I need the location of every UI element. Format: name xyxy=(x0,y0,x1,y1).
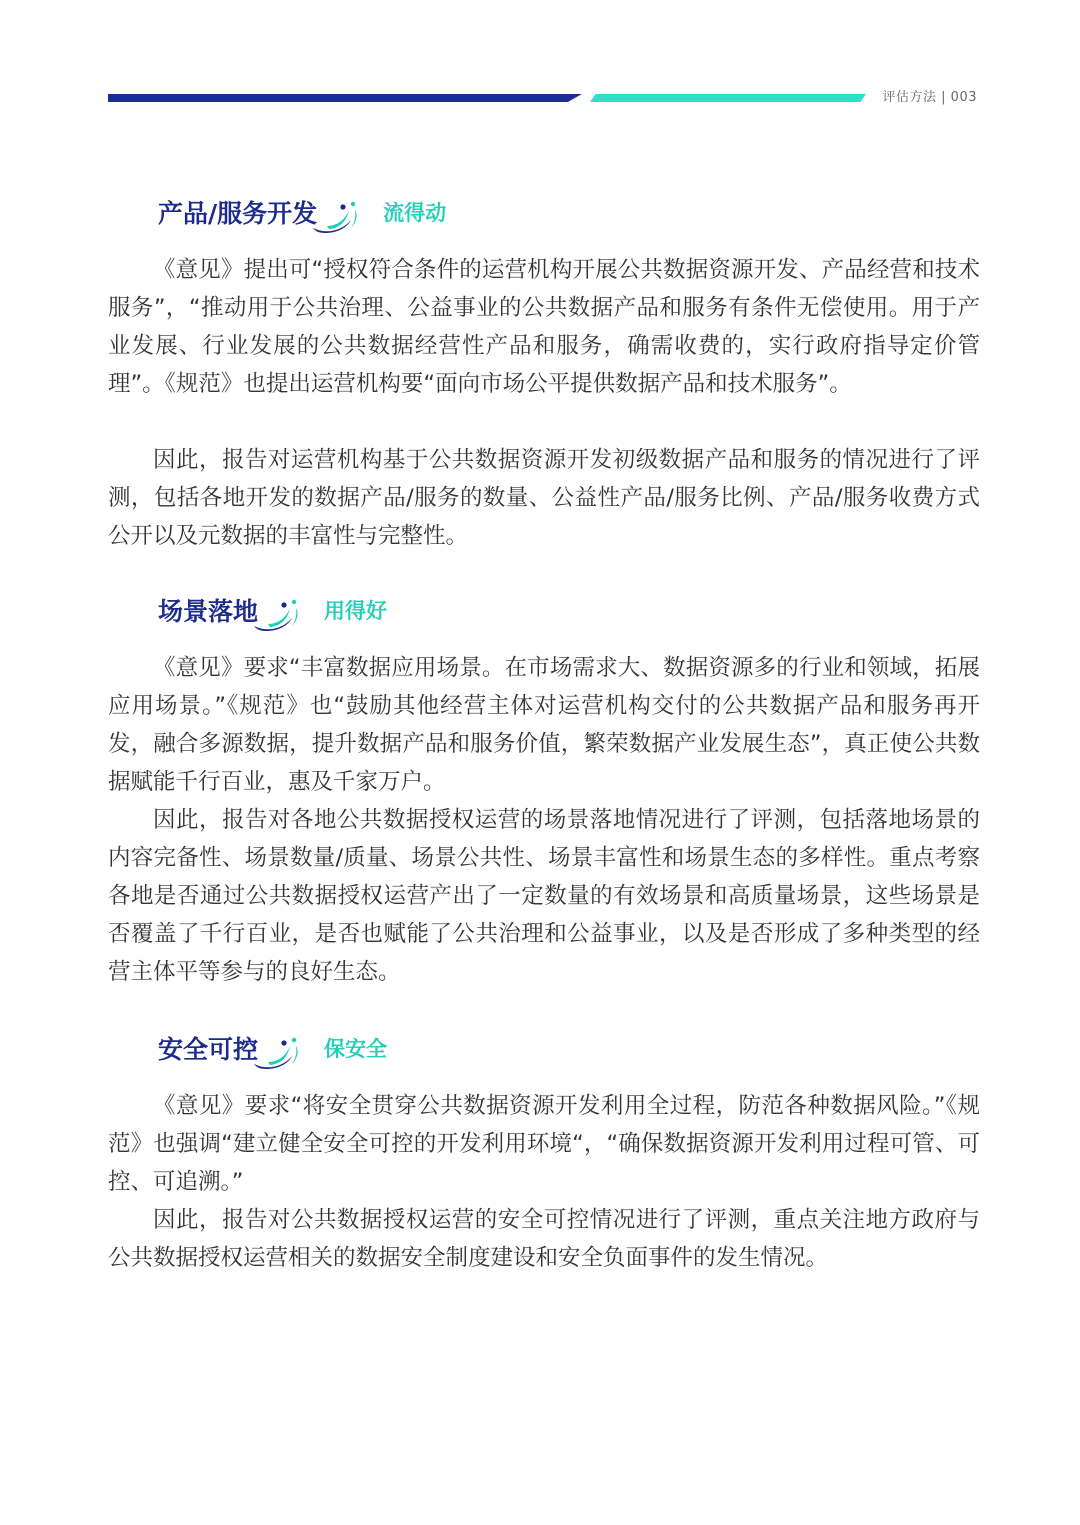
section-title: 场景落地 xyxy=(158,597,259,626)
section-heading-security xyxy=(158,1028,387,1068)
wave-splash-icon xyxy=(311,198,363,236)
section-title: 安全可控 xyxy=(158,1035,259,1064)
paragraph: 《意见》提出可“授权符合条件的运营机构开展公共数据资源开发、产品经营和技术服务”，“推动用于公共治理、公益事业的公共数据产品和服务有条件无偿使用。用于产业发展、行业发展的公共数据经营性产品和服务，确需收费的，实行政府指导定价管理”。《规范》也提出运营机构要“面向市场公平提供数据产品和技术服务”。 xyxy=(108,257,980,397)
section-subtitle: 流得动 xyxy=(383,201,447,225)
paragraph: 《意见》要求“将安全贯穿公共数据资源开发利用全过程，防范各种数据风险。”《规范》也强调“建立健全安全可控的开发利用环境“，“确保数据资源开发利用过程可管、可控、可追溯。” xyxy=(108,1093,980,1195)
wave-splash-icon xyxy=(252,1034,304,1072)
header-bar-blue xyxy=(108,94,582,102)
paragraph: 因此，报告对公共数据授权运营的安全可控情况进行了评测，重点关注地方政府与公共数据授权运营相关的数据安全制度建设和安全负面事件的发生情况。 xyxy=(108,1207,980,1271)
section-title: 产品/服务开发 xyxy=(158,199,318,228)
section-heading-product-service xyxy=(158,192,446,232)
paragraph: 《意见》要求“丰富数据应用场景。在市场需求大、数据资源多的行业和领域，拓展应用场景。”《规范》也“鼓励其他经营主体对运营机构交付的公共数据产品和服务再开发，融合多源数据，提升数据产品和服务价值，繁荣数据产业发展生态”，真正使公共数据赋能千行百业，惠及千家万户。 xyxy=(108,655,980,795)
section-subtitle: 用得好 xyxy=(324,599,388,623)
page-label: 评估方法 | 003 xyxy=(882,90,977,105)
section-subtitle: 保安全 xyxy=(324,1037,388,1061)
wave-splash-icon xyxy=(252,596,304,634)
paragraph: 因此，报告对运营机构基于公共数据资源开发初级数据产品和服务的情况进行了评测，包括各地开发的数据产品/服务的数量、公益性产品/服务比例、产品/服务收费方式公开以及元数据的丰富性与完整性。 xyxy=(108,447,980,549)
paragraph: 因此，报告对各地公共数据授权运营的场景落地情况进行了评测，包括落地场景的内容完备性、场景数量/质量、场景公共性、场景丰富性和场景生态的多样性。重点考察各地是否通过公共数据授权运营产出了一定数量的有效场景和高质量场景，这些场景是否覆盖了千行百业，是否也赋能了公共治理和公益事业，以及是否形成了多种类型的经营主体平等参与的良好生态。 xyxy=(108,807,980,985)
section-heading-scenario xyxy=(158,590,387,630)
header-bar-teal xyxy=(590,94,866,102)
